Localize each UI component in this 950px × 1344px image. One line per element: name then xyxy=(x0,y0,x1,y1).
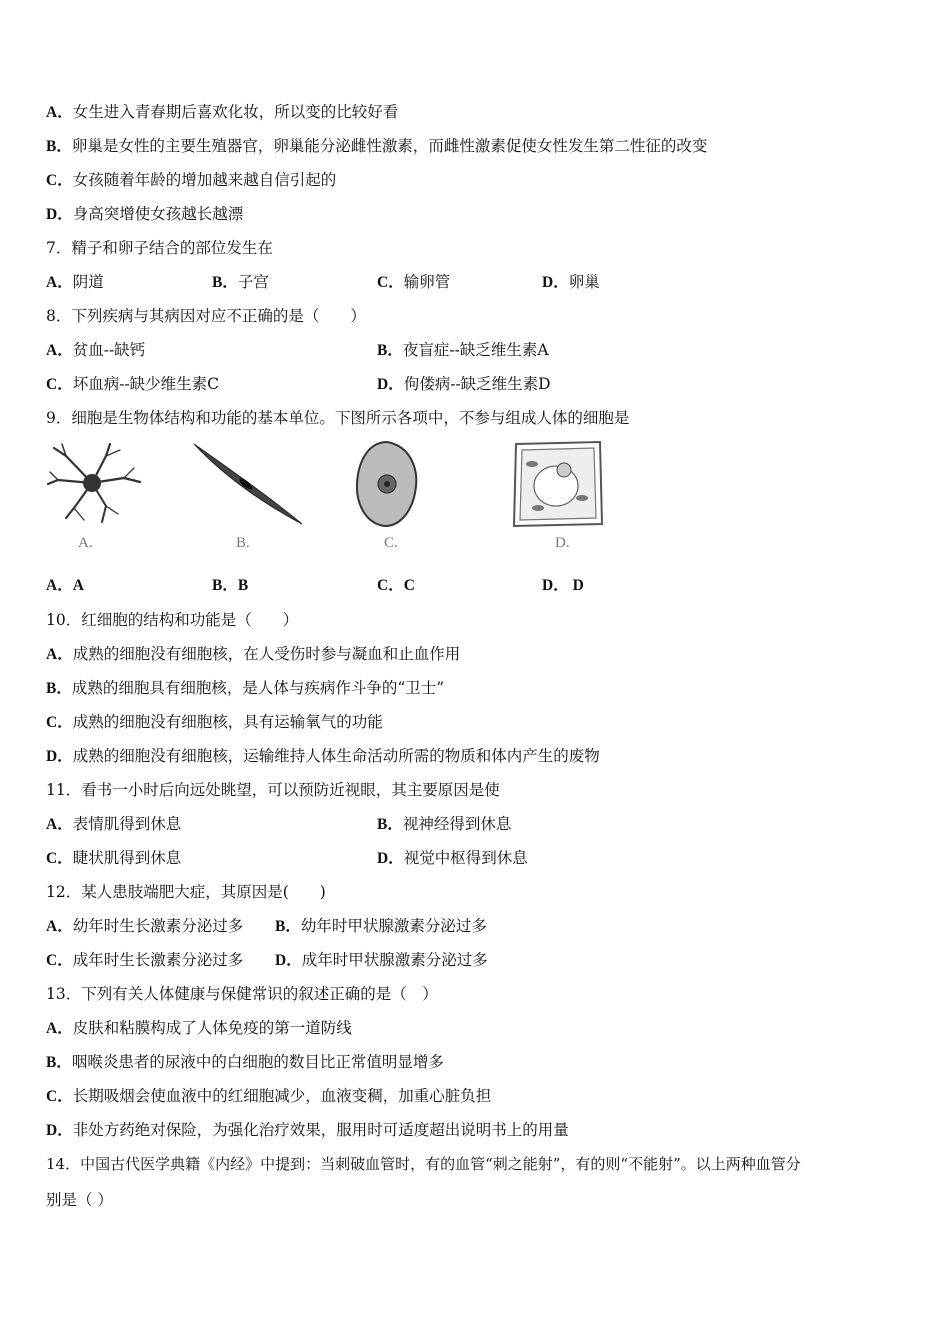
q11-option-a: A．表情肌得到休息 xyxy=(46,815,182,833)
q9-option-a: A．A xyxy=(46,577,84,594)
q13-option-c: C．长期吸烟会使血液中的红细胞减少，血液变稠，加重心脏负担 xyxy=(46,1087,492,1105)
q13-option-b: B．咽喉炎患者的尿液中的白细胞的数目比正常值明显增多 xyxy=(46,1053,444,1071)
neuron-cell-figure xyxy=(44,438,144,528)
figure-label-b: B. xyxy=(236,535,250,551)
q8-option-c: C．坏血病--缺少维生素C xyxy=(46,375,220,393)
q11-option-b: B．视神经得到休息 xyxy=(377,815,512,833)
q9-option-b: B．B xyxy=(212,577,249,594)
q10-option-d: D．成熟的细胞没有细胞核，运输维持人体生命活动所需的物质和体内产生的废物 xyxy=(46,747,600,765)
q6-option-c: C．女孩随着年龄的增加越来越自信引起的 xyxy=(46,171,337,189)
q9-option-d: D． D xyxy=(542,577,584,594)
q12-option-c: C．成年时生长激素分泌过多 xyxy=(46,951,244,969)
q7-stem: 7．精子和卵子结合的部位发生在 xyxy=(46,239,273,257)
q10-stem: 10．红细胞的结构和功能是（ ） xyxy=(46,611,299,629)
q11-stem: 11．看书一小时后向远处眺望，可以预防近视眼，其主要原因是使 xyxy=(46,781,500,799)
q10-option-a: A．成熟的细胞没有细胞核，在人受伤时参与凝血和止血作用 xyxy=(46,645,461,663)
egg-cell-figure xyxy=(352,438,422,530)
q13-stem: 13．下列有关人体健康与保健常识的叙述正确的是（ ） xyxy=(46,985,438,1003)
q6-option-d: D．身高突增使女孩越长越漂 xyxy=(46,205,244,223)
q12-option-b: B．幼年时甲状腺激素分泌过多 xyxy=(275,917,487,935)
q12-stem: 12．某人患肢端肥大症，其原因是( ) xyxy=(46,883,326,901)
q7-option-a: A．阴道 xyxy=(46,273,104,291)
q6-option-b: B．卵巢是女性的主要生殖器官，卵巢能分泌雌性激素，而雌性激素促使女性发生第二性征的改变 xyxy=(46,137,708,155)
q13-option-d: D．非处方药绝对保险，为强化治疗效果，服用时可适度超出说明书上的用量 xyxy=(46,1121,569,1139)
q7-option-b: B．子宫 xyxy=(212,273,269,291)
q8-option-d: D．佝偻病--缺乏维生素D xyxy=(377,375,551,393)
q7-option-d: D．卵巢 xyxy=(542,273,600,291)
q10-option-c: C．成熟的细胞没有细胞核，具有运输氧气的功能 xyxy=(46,713,383,731)
figure-label-a: A. xyxy=(78,535,93,551)
q8-option-b: B．夜盲症--缺乏维生素A xyxy=(377,341,549,359)
figure-label-d: D. xyxy=(555,535,570,551)
q8-stem: 8．下列疾病与其病因对应不正确的是（ ） xyxy=(46,307,366,325)
figure-label-c: C. xyxy=(384,535,398,551)
q12-option-d: D．成年时甲状腺激素分泌过多 xyxy=(275,951,488,969)
q14-stem-line1: 14．中国古代医学典籍《内经》中提到：当刺破血管时，有的血管“刺之能射”，有的则“不能射”。以上两种血管分 xyxy=(46,1155,801,1173)
q11-option-c: C．睫状肌得到休息 xyxy=(46,849,182,867)
q7-option-c: C．输卵管 xyxy=(377,273,451,291)
q6-option-a: A．女生进入青春期后喜欢化妆，所以变的比较好看 xyxy=(46,103,399,121)
q8-option-a: A．贫血--缺钙 xyxy=(46,341,146,359)
muscle-cell-figure xyxy=(188,438,306,528)
q10-option-b: B．成熟的细胞具有细胞核，是人体与疾病作斗争的“卫士” xyxy=(46,679,445,697)
q9-option-c: C．C xyxy=(377,577,415,594)
plant-cell-figure xyxy=(508,438,608,530)
q11-option-d: D．视觉中枢得到休息 xyxy=(377,849,528,867)
q13-option-a: A．皮肤和粘膜构成了人体免疫的第一道防线 xyxy=(46,1019,352,1037)
q12-option-a: A．幼年时生长激素分泌过多 xyxy=(46,917,244,935)
q14-stem-line2: 别是（ ） xyxy=(46,1191,113,1209)
q9-stem: 9．细胞是生物体结构和功能的基本单位。下图所示各项中，不参与组成人体的细胞是 xyxy=(46,409,630,427)
